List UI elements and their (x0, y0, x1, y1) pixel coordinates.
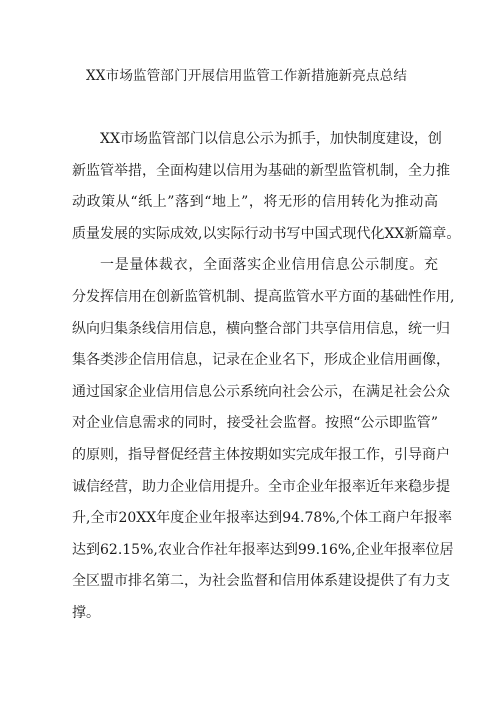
paragraph-line: XX市场监管部门以信息公示为抓手，加快制度建设，创 (100, 131, 442, 147)
paragraph-line: 诚信经营，助力企业信用提升。全市企业年报率近年来稳步提 (72, 478, 450, 495)
paragraph-line: 新监管举措，全面构建以信用为基础的新型监管机制，全力推 (72, 162, 450, 179)
paragraph-line: 撑。 (72, 604, 100, 621)
document-title: XX市场监管部门开展信用监管工作新措施新亮点总结 (86, 68, 408, 84)
paragraph-line: 纵向归集条线信用信息，横向整合部门共享信用信息，统一归 (72, 320, 450, 337)
paragraph-line: 对企业信息需求的同时，接受社会监督。按照“公示即监管” (72, 415, 438, 432)
paragraph-line: 达到62.15%,农业合作社年报率达到99.16%,企业年报率位居 (72, 541, 454, 558)
paragraph-line: 升,全市20XX年度企业年报率达到94.78%,个体工商户年报率 (72, 510, 453, 527)
paragraph-line: 一是量体裁衣，全面落实企业信用信息公示制度。充 (100, 257, 438, 274)
document-body (72, 124, 461, 630)
paragraph-line: 质量发展的实际成效,以实际行动书写中国式现代化XX新篇章。 (72, 225, 461, 242)
paragraph-line: 通过国家企业信用信息公示系统向社会公示，在满足社会公众 (72, 383, 450, 400)
paragraph-line: 全区盟市排名第二，为社会监督和信用体系建设提供了有力支 (72, 573, 450, 590)
paragraph-line: 的原则，指导督促经营主体按期如实完成年报工作，引导商户 (72, 446, 450, 463)
paragraph-line: 分发挥信用在创新监管机制、提高监管水平方面的基础性作用, (72, 288, 455, 305)
paragraph-line: 动政策从“纸上”落到“地上”，将无形的信用转化为推动高 (72, 194, 438, 211)
paragraph-line: 集各类涉企信用信息，记录在企业名下，形成企业信用画像， (72, 352, 450, 369)
